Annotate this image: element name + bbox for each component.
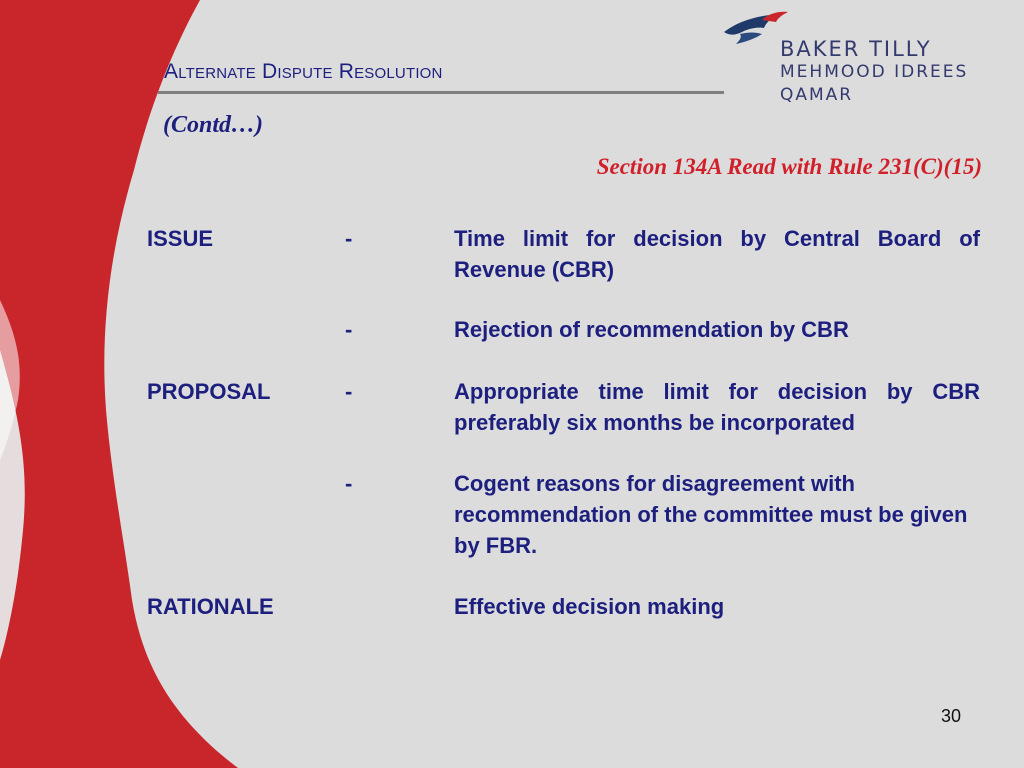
row-dash: - [345, 317, 353, 342]
logo-text-baker-tilly: BAKER TILLY [780, 37, 932, 61]
title-divider [158, 91, 724, 94]
row-text: Cogent reasons for disagreement with recommendation of the committee must be given by FBR. [454, 471, 968, 558]
company-logo [722, 10, 992, 110]
row-dash: - [345, 226, 353, 251]
slide-title: Alternate Dispute Resolution [164, 60, 443, 83]
row-text: Time limit for decision by Central Board of Revenue (CBR) [454, 226, 980, 282]
row-label-issue: ISSUE [147, 226, 214, 251]
section-reference: Section 134A Read with Rule 231(C)(15) [596, 154, 982, 179]
page-number: 30 [941, 706, 962, 726]
row-dash: - [345, 471, 353, 496]
row-label-rationale: RATIONALE [147, 594, 274, 619]
row-text: Effective decision making [454, 594, 725, 619]
row-dash: - [345, 379, 353, 404]
subtitle-contd: (Contd…) [163, 112, 264, 138]
row-text: Appropriate time limit for decision by CBR preferably six months be incorporated [454, 379, 980, 435]
logo-text-qamar: QAMAR [780, 85, 854, 105]
row-label-proposal: PROPOSAL [147, 379, 271, 404]
logo-text-mehmood-idrees: MEHMOOD IDREES [780, 62, 969, 82]
row-text: Rejection of recommendation by CBR [454, 317, 849, 342]
